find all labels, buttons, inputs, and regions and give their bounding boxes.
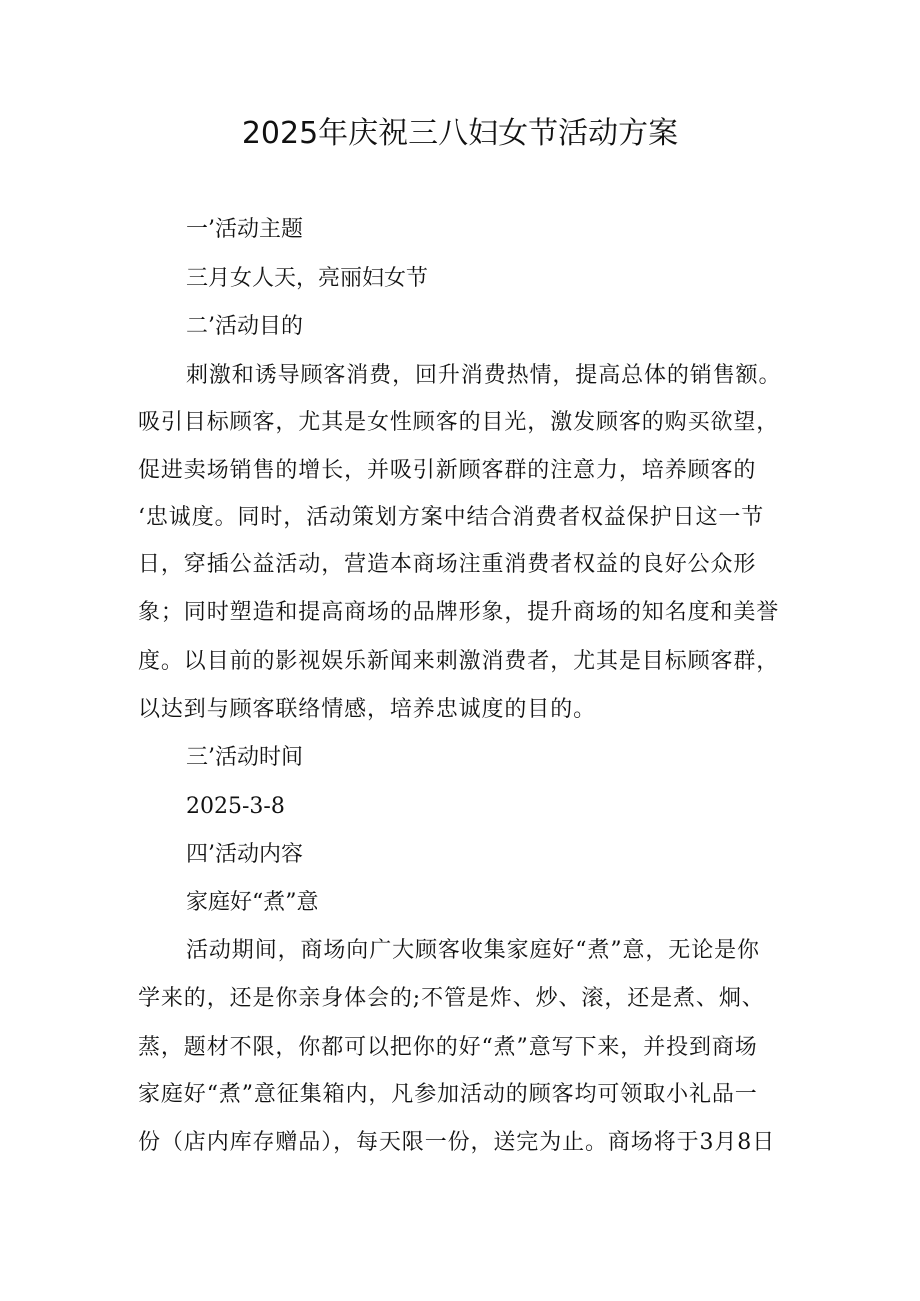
section-heading-content: 四’活动内容 [186,842,303,867]
paragraph-line: ‘忠诚度。同时，活动策划方案中结合消费者权益保护日这一节 [138,505,765,530]
section-heading-purpose: 二’活动目的 [186,314,303,339]
activity-date: 2025-3-8 [186,794,285,819]
paragraph-line: 促进卖场销售的增长，并吸引新顾客群的注意力，培养顾客的 [138,458,757,483]
paragraph-line: 刺激和诱导顾客消费，回升消费热情，提高总体的销售额。 [186,363,782,388]
paragraph-line: 吸引目标顾客，尤其是女性顾客的目光，激发顾客的购买欲望， [138,410,780,435]
paragraph-line: 日，穿插公益活动，营造本商场注重消费者权益的良好公众形 [138,552,757,577]
document-title: 2025年庆祝三八妇女节活动方案 [241,116,679,151]
activity-name: 家庭好“煮”意 [186,890,319,915]
paragraph-line: 蒸，题材不限，你都可以把你的好“煮”意写下来，并投到商场 [138,1035,758,1060]
paragraph-line: 份（店内库存赠品），每天限一份，送完为止。商场将于3月8日 [138,1130,776,1155]
paragraph-line: 度。以目前的影视娱乐新闻来刺激消费者，尤其是目标顾客群， [138,649,780,674]
paragraph-line: 家庭好“煮”意征集箱内，凡参加活动的顾客均可领取小礼品一 [138,1082,758,1107]
section-heading-theme: 一’活动主题 [186,217,303,242]
paragraph-line: 学来的，还是你亲身体会的;不管是炸、炒、滚，还是煮、炯、 [138,986,765,1011]
paragraph-line: 象；同时塑造和提高商场的品牌形象，提升商场的知名度和美誉 [138,600,780,625]
paragraph-line: 活动期间，商场向广大顾客收集家庭好“煮”意，无论是你 [186,938,760,963]
theme-text: 三月女人天，亮丽妇女节 [186,266,429,291]
section-heading-time: 三’活动时间 [186,745,303,770]
paragraph-line: 以达到与顾客联络情感，培养忠诚度的目的。 [138,697,597,722]
